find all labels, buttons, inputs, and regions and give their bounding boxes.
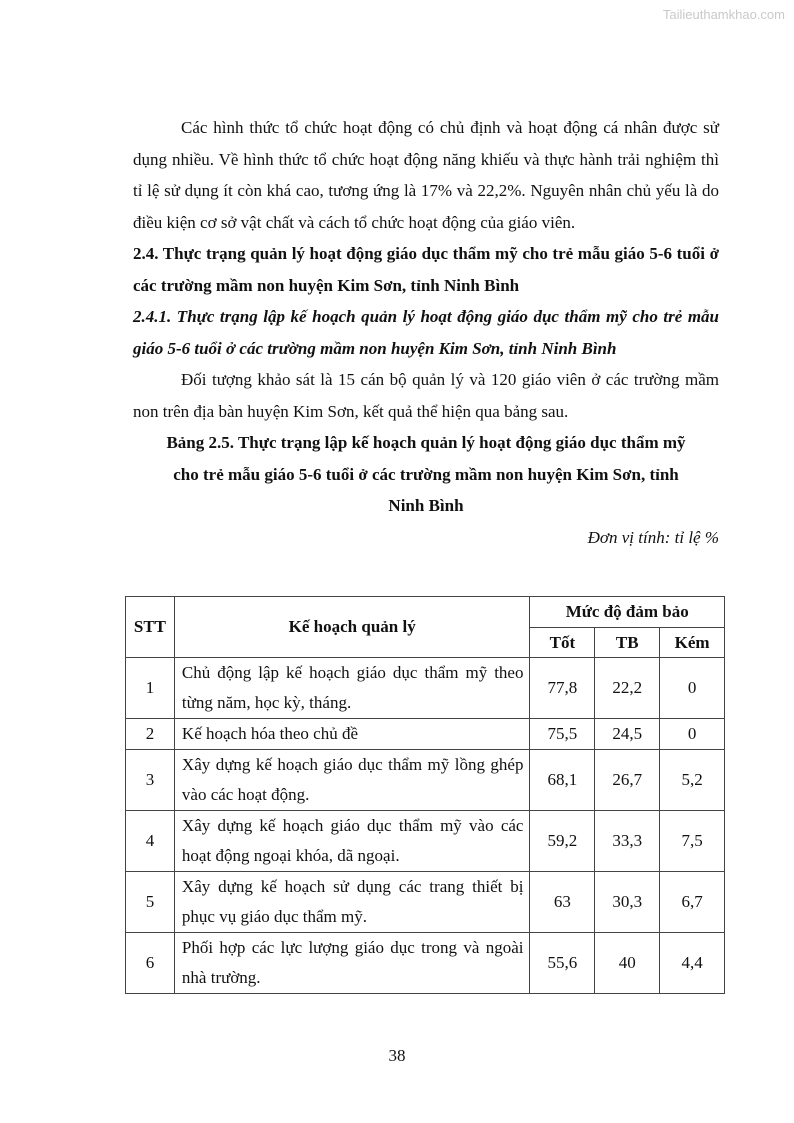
paragraph-activity-forms: Các hình thức tổ chức hoạt động có chủ định và hoạt động cá nhân được sử dụng nhiều. Về hình thức tổ chức hoạt động năng khiếu và thực hành trải nghiệm thì tỉ lệ sử dụng ít còn khá cao, tương ứng là 17% và 22,2%. Nguyên nhân chủ yếu là do điều kiện cơ sở vật chất và cách tổ chức hoạt động của giáo viên. [133,118,719,232]
planning-status-table [125,596,725,994]
header-stt: STT [126,597,175,658]
table-caption-line-2: cho trẻ mẫu giáo 5-6 tuổi ở các trường mầm non huyện Kim Sơn, tỉnh [173,464,679,484]
cell-plan [174,658,530,719]
cell-poor: 4,4 [660,933,725,994]
cell-avg: 40 [595,933,660,994]
cell-good: 77,8 [530,658,595,719]
table-row [126,658,725,719]
page-content [133,112,719,553]
cell-good: 63 [530,872,595,933]
cell-plan [174,933,530,994]
header-good: Tốt [530,628,595,658]
cell-stt: 3 [126,750,175,811]
header-plan: Kế hoạch quản lý [174,597,530,658]
cell-good: 68,1 [530,750,595,811]
unit-note: Đơn vị tính: tỉ lệ % [587,527,719,547]
cell-stt: 2 [126,719,175,750]
header-level: Mức độ đảm bảo [530,597,725,628]
paragraph-survey-subjects: Đối tượng khảo sát là 15 cán bộ quản lý và 120 giáo viên ở các trường mầm non trên địa bàn huyện Kim Sơn, kết quả thể hiện qua bảng sau. [133,370,719,421]
cell-avg: 22,2 [595,658,660,719]
page-number: 38 [388,1046,406,1065]
cell-plan-text: Phối hợp các lực lượng giáo dục trong và ngoài nhà trường. [181,938,524,987]
cell-stt: 5 [126,872,175,933]
cell-avg: 26,7 [595,750,660,811]
cell-poor: 7,5 [660,811,725,872]
header-poor: Kém [660,628,725,658]
cell-plan [174,750,530,811]
cell-plan [174,811,530,872]
cell-avg: 30,3 [595,872,660,933]
cell-stt: 6 [126,933,175,994]
cell-good: 59,2 [530,811,595,872]
cell-poor: 6,7 [660,872,725,933]
cell-avg: 33,3 [595,811,660,872]
cell-plan-text: Chủ động lập kế hoạch giáo dục thẩm mỹ theo từng năm, học kỳ, tháng. [181,663,524,712]
cell-avg: 24,5 [595,719,660,750]
table-header-row [126,597,725,628]
cell-plan [174,872,530,933]
cell-poor: 0 [660,658,725,719]
cell-good: 75,5 [530,719,595,750]
cell-poor: 0 [660,719,725,750]
cell-plan-text: Xây dựng kế hoạch giáo dục thẩm mỹ lồng ghép vào các hoạt động. [181,755,524,804]
table-caption-line-3: Ninh Bình [388,496,464,515]
table-caption-line-1: Bảng 2.5. Thực trạng lập kế hoạch quản lý hoạt động giáo dục thẩm mỹ [166,433,686,452]
table-row [126,933,725,994]
cell-good: 55,6 [530,933,595,994]
table-row [126,719,725,750]
cell-plan-text: Xây dựng kế hoạch giáo dục thẩm mỹ vào các hoạt động ngoại khóa, dã ngoại. [181,816,524,865]
section-heading-2-4: 2.4. Thực trạng quản lý hoạt động giáo dục thẩm mỹ cho trẻ mẫu giáo 5-6 tuổi ở các trường mầm non huyện Kim Sơn, tỉnh Ninh Bình [133,244,719,295]
subsection-heading-2-4-1: 2.4.1. Thực trạng lập kế hoạch quản lý hoạt động giáo dục thẩm mỹ cho trẻ mẫu giáo 5-6 tuổi ở các trường mầm non huyện Kim Sơn, tỉnh Ninh Bình [133,307,719,358]
cell-plan-text: Kế hoạch hóa theo chủ đề [181,724,358,743]
table-row [126,811,725,872]
cell-plan [174,719,530,750]
header-avg: TB [595,628,660,658]
cell-plan-text: Xây dựng kế hoạch sử dụng các trang thiết bị phục vụ giáo dục thẩm mỹ. [181,877,524,926]
cell-stt: 1 [126,658,175,719]
table-row [126,872,725,933]
cell-stt: 4 [126,811,175,872]
cell-poor: 5,2 [660,750,725,811]
watermark: Tailieuthamkhao.com [662,7,785,22]
table-row [126,750,725,811]
